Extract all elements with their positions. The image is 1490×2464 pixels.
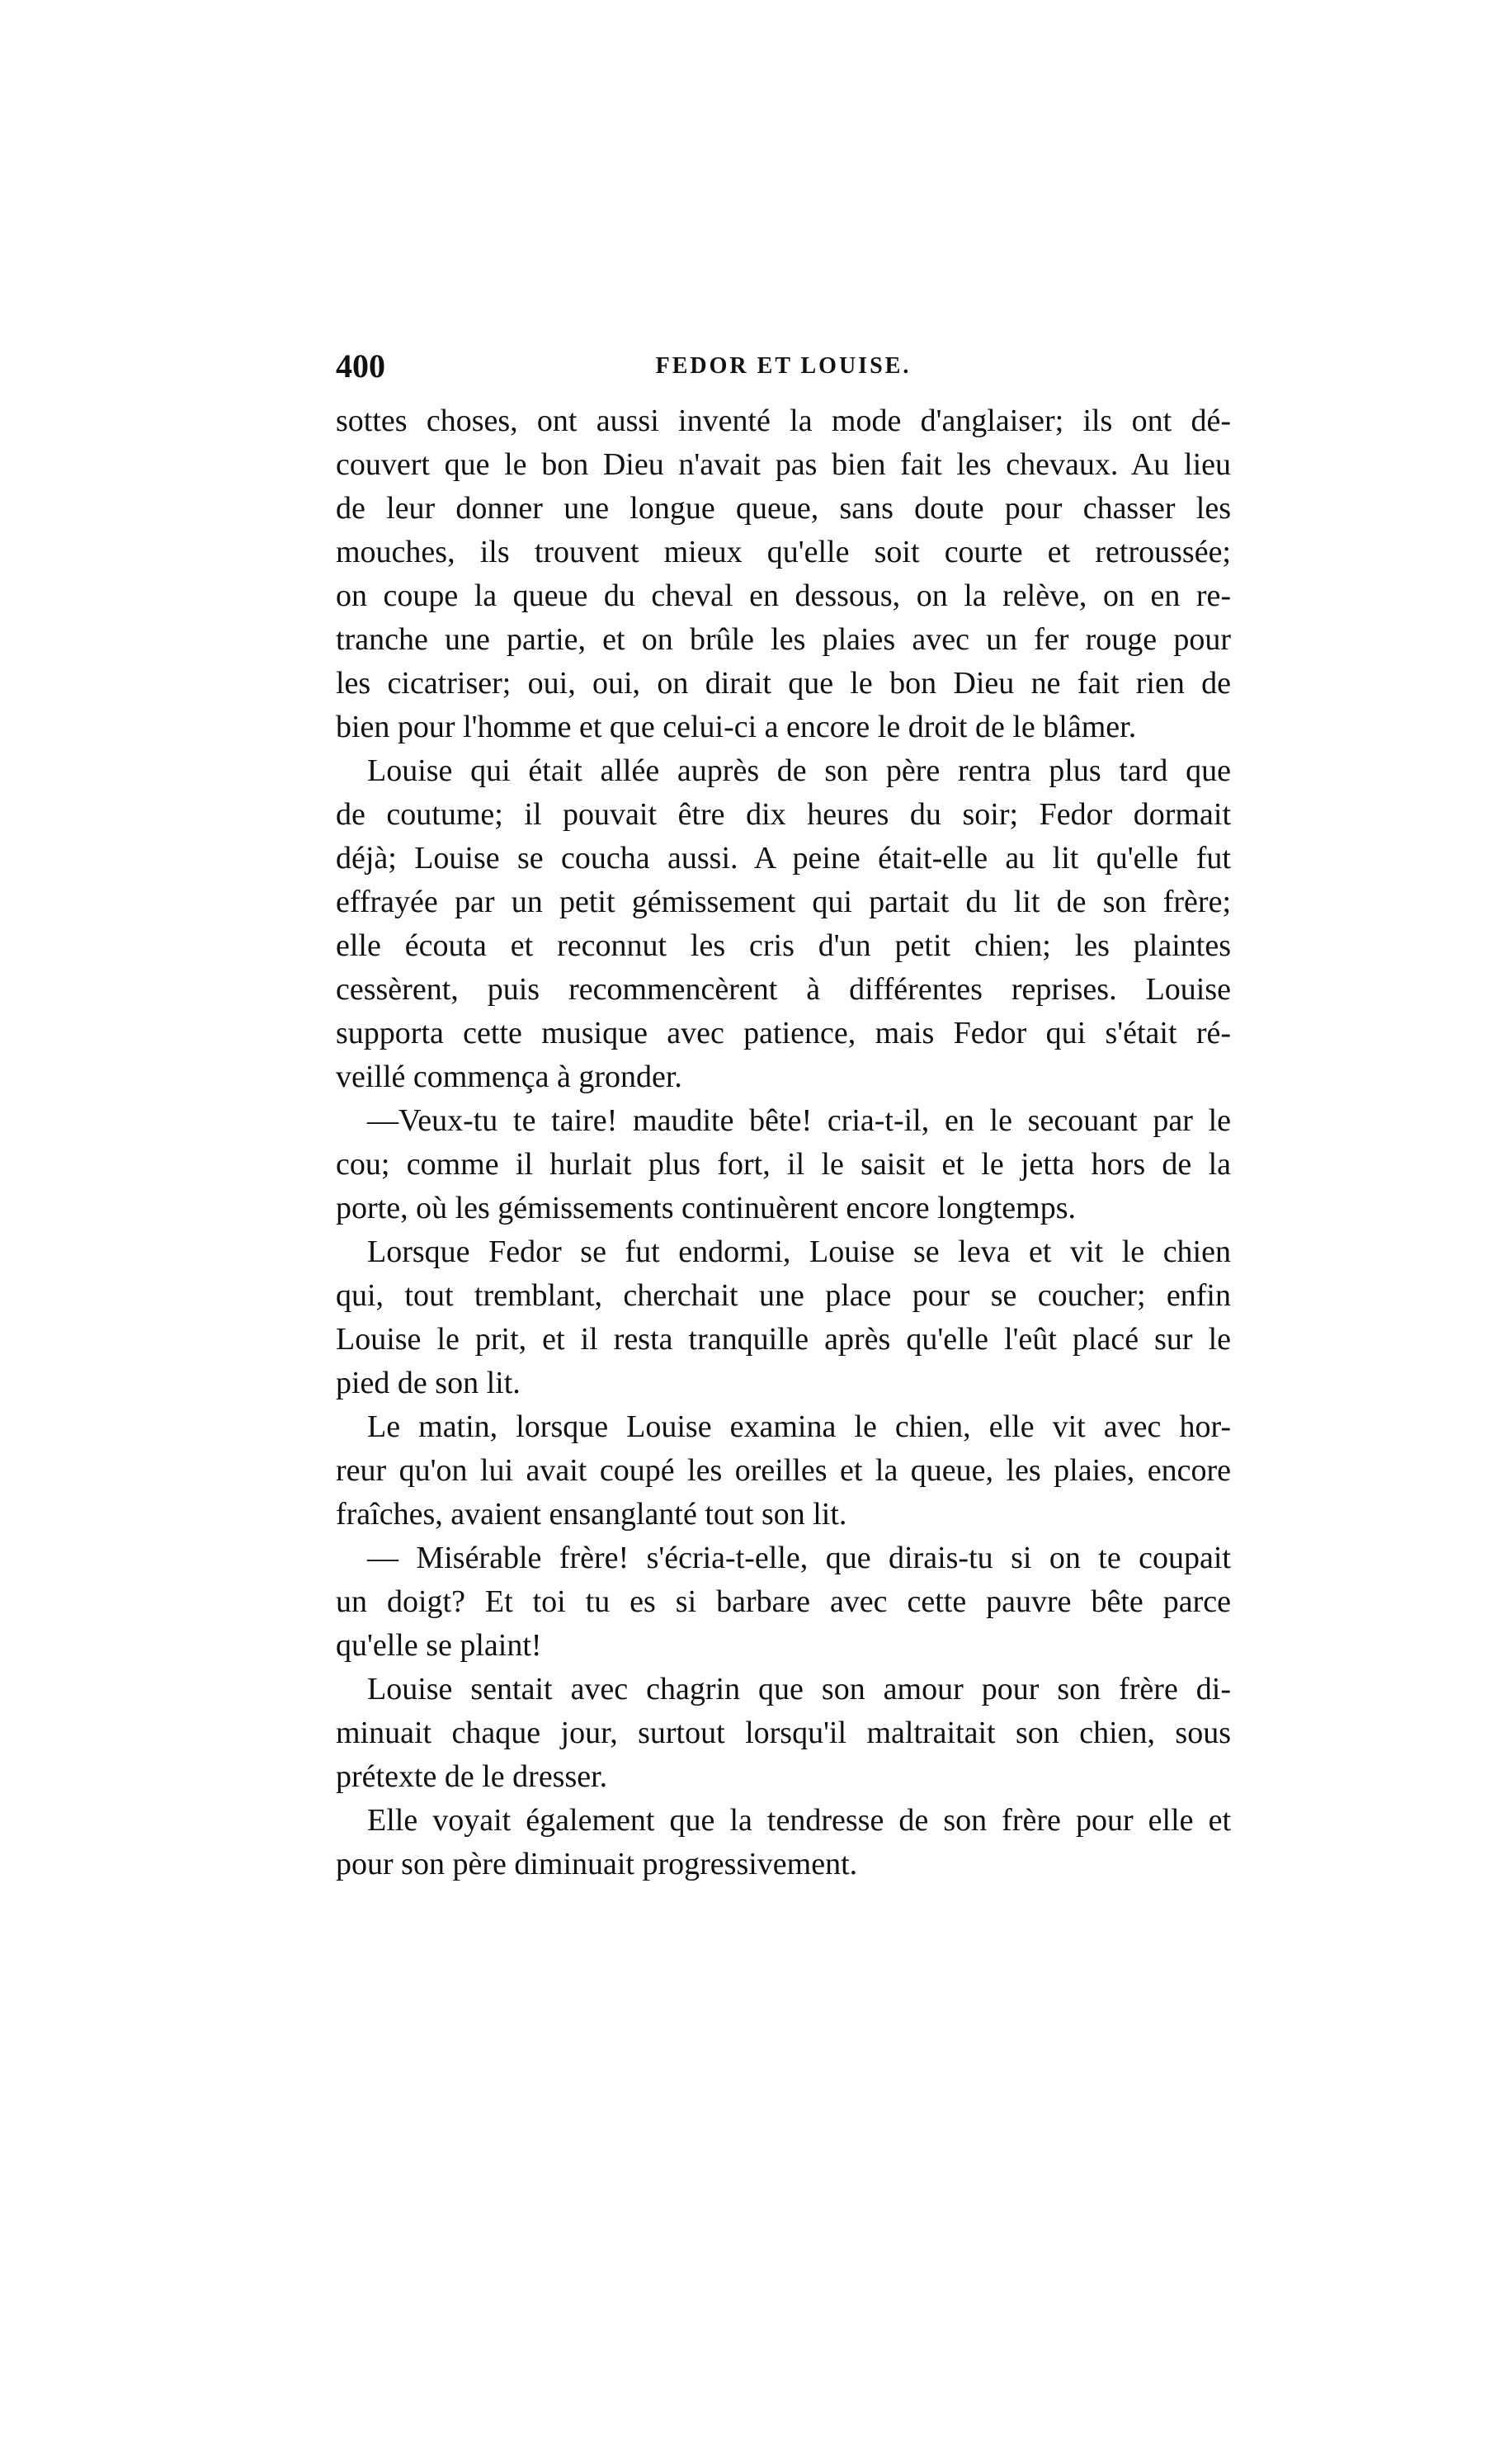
paragraph	[336, 1536, 1231, 1668]
text-line: Louise le prit, et il resta tranquille après qu'elle l'eût placé sur le	[336, 1322, 1231, 1357]
paragraph	[336, 1230, 1231, 1405]
text-line: veillé commença à gronder.	[336, 1060, 682, 1094]
text-line: Louise sentait avec chagrin que son amour pour son frère di-	[367, 1672, 1231, 1706]
text-line: fraîches, avaient ensanglanté tout son lit.	[336, 1497, 847, 1532]
paragraph	[336, 1668, 1231, 1799]
text-line: tranche une partie, et on brûle les plaies avec un fer rouge pour	[336, 622, 1231, 657]
text-line: — Misérable frère! s'écria-t-elle, que dirais-tu si on te coupait	[367, 1541, 1231, 1575]
text-line: couvert que le bon Dieu n'avait pas bien fait les chevaux. Au lieu	[336, 447, 1231, 482]
paragraph	[336, 749, 1231, 1099]
page-header	[336, 347, 1231, 388]
text-line: prétexte de le dresser.	[336, 1759, 608, 1794]
text-line: qui, tout tremblant, cherchait une place pour se coucher; enfin	[336, 1278, 1231, 1313]
text-line: Lorsque Fedor se fut endormi, Louise se leva et vit le chien	[367, 1234, 1231, 1269]
page-number: 400	[336, 347, 385, 385]
text-line: qu'elle se plaint!	[336, 1628, 542, 1663]
text-line: de leur donner une longue queue, sans doute pour chasser les	[336, 491, 1231, 526]
text-line: de coutume; il pouvait être dix heures du soir; Fedor dormait	[336, 797, 1231, 832]
body-text	[336, 399, 1231, 1886]
text-line: elle écouta et reconnut les cris d'un petit chien; les plaintes	[336, 928, 1231, 963]
text-line: —Veux-tu te taire! maudite bête! cria-t-il, en le secouant par le	[367, 1103, 1231, 1138]
text-line: déjà; Louise se coucha aussi. A peine était-elle au lit qu'elle fut	[336, 841, 1231, 876]
text-line: supporta cette musique avec patience, mais Fedor qui s'était ré-	[336, 1016, 1231, 1050]
text-line: Elle voyait également que la tendresse de son frère pour elle et	[367, 1803, 1231, 1838]
text-line: reur qu'on lui avait coupé les oreilles et la queue, les plaies, encore	[336, 1453, 1231, 1488]
text-line: un doigt? Et toi tu es si barbare avec cette pauvre bête parce	[336, 1584, 1231, 1619]
text-line: bien pour l'homme et que celui-ci a encore le droit de le blâmer.	[336, 710, 1137, 744]
text-line: Le matin, lorsque Louise examina le chien, elle vit avec hor-	[367, 1409, 1231, 1444]
text-line: Louise qui était allée auprès de son père rentra plus tard que	[367, 753, 1231, 788]
text-line: porte, où les gémissements continuèrent encore longtemps.	[336, 1191, 1076, 1225]
text-line: cessèrent, puis recommencèrent à différentes reprises. Louise	[336, 972, 1231, 1007]
text-line: on coupe la queue du cheval en dessous, on la relève, on en re-	[336, 578, 1231, 613]
text-line: cou; comme il hurlait plus fort, il le saisit et le jetta hors de la	[336, 1147, 1231, 1182]
text-line: mouches, ils trouvent mieux qu'elle soit courte et retroussée;	[336, 535, 1231, 569]
text-line: pied de son lit.	[336, 1366, 521, 1400]
running-title: FEDOR ET LOUISE.	[655, 353, 912, 379]
paragraph	[336, 1799, 1231, 1886]
text-line: les cicatriser; oui, oui, on dirait que le bon Dieu ne fait rien de	[336, 666, 1231, 701]
paragraph	[336, 1405, 1231, 1536]
text-line: pour son père diminuait progressivement.	[336, 1847, 858, 1881]
text-line: sottes choses, ont aussi inventé la mode d'anglaiser; ils ont dé-	[336, 404, 1231, 438]
paragraph	[336, 1099, 1231, 1230]
text-line: minuait chaque jour, surtout lorsqu'il maltraitait son chien, sous	[336, 1716, 1231, 1750]
text-line: effrayée par un petit gémissement qui partait du lit de son frère;	[336, 885, 1231, 919]
paragraph	[336, 399, 1231, 749]
